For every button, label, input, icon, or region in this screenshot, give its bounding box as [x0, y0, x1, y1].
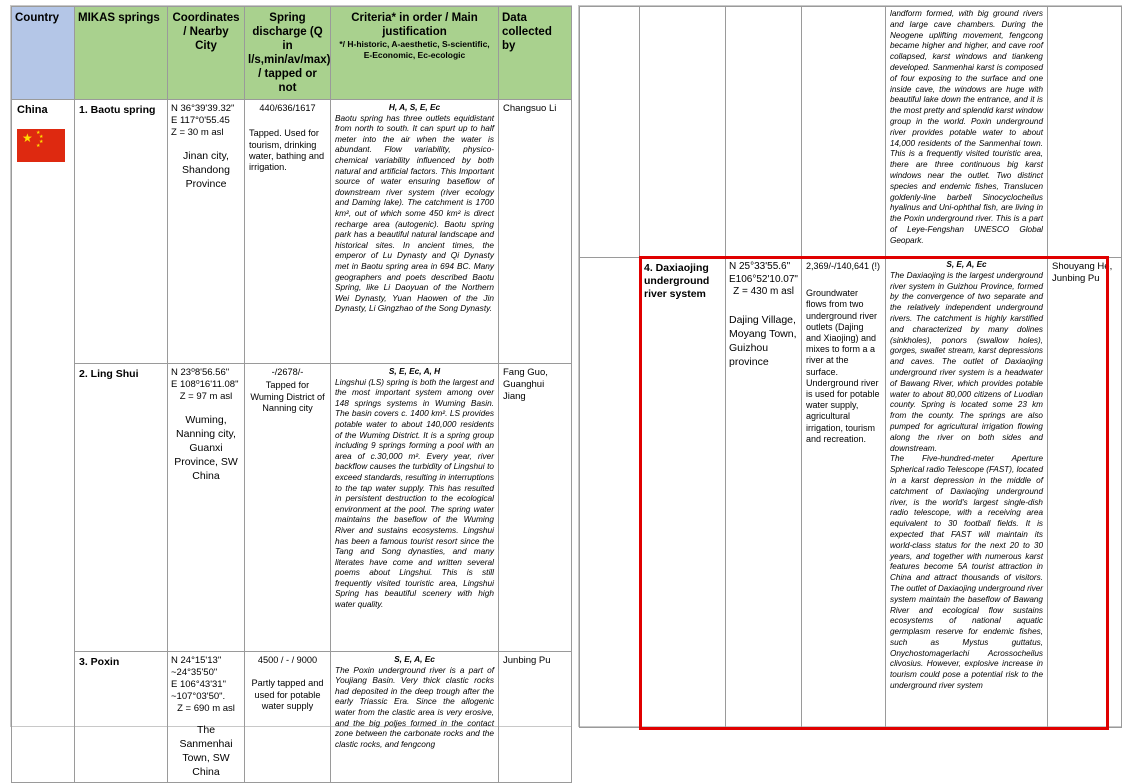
empty-cell [640, 7, 726, 258]
justification-text-2: The Five-hundred-meter Aperture Spherical radio Telescope (FAST), located in a karst depression in the middle of catchment of Daxiaojing underground river, is the world's largest single-dish radio telescope, with a receiving area equivalent to 30 football fields. It is expected that FAST will maintain its world-class status for the next 20 to 30 years, and together with numerous karst features become 5A tourist attraction in China and attract thousands of visitors. The outlet of Daxiaojing underground river system maintain the baseflow of Bawang River and ecological flow sustains ecosystems of national aquatic germplasm reserve for endemic fishes, such as Mystus guttatus, Onychostomagerlachi Acrossocheilus clivosius. However, explosive increase in tourism could pose a potential risk to the underground river system [890, 454, 1043, 691]
discharge-values: 4500 / - / 9000 [257, 655, 318, 665]
criteria-cell [331, 364, 499, 652]
criteria-cell [331, 100, 499, 364]
header-coordinates: Coordinates / Nearby City [168, 7, 245, 100]
criteria-code: H, A, S, E, Ec [388, 102, 441, 112]
collected-by: Changsuo Li [499, 100, 572, 364]
spring-name: 1. Baotu spring [75, 100, 168, 364]
header-springs: MIKAS springs [75, 7, 168, 100]
springs-table-right [579, 6, 1122, 728]
criteria-code: S, E, Ec, A, H [388, 366, 441, 376]
discharge-values: 2,369/-/140,641 (!) [806, 261, 881, 271]
china-flag-icon: ★ ★ ★ ★ ★ [17, 129, 65, 162]
coordinate-line: N 25°33'55.6" [729, 261, 791, 272]
justification-text: landform formed, with big ground rivers and large cave chambers. During the Neogene uplifting movement, fengcong became higher and higher, and cave roof collapsed, karst windows and tiankeng developed. Sanmenhai karst is composed of four exposing to the surface and one inside cave, the windows are huge with beautiful lake down the entrance, and it is the most pretty and splendid karst window group in the world. Poxin underground river provides potable water to about 14,000 residents of the Sanmenhai town. This is a frequently visited touristic area, there are three continuous big karst windows near the outlet. Two distinct species and endemic fishes, Translucen goldenly-line barbell Sinocyclocheilus hyalinus and Uni-ophthal fish, are living in the Poxin underground river. This is a part of Leye-Fengshan UNESCO Global Geopark. [890, 9, 1043, 245]
justification-text: Lingshui (LS) spring is both the largest and the most important system among over 148 springs systems in Wuming Basin. The basin covers c. 1400 km². LS provides potable water to about 140,000 residents of the Wuming District. It is a spring group including 9 springs forming a pool with an area of c.30,000 m². Every year, river backflow causes the turbidity of Lingshui to exceed standards, resulting in interruptions to the tap water supply. This has resulted in persistent destruction to the ecological environment at the pool. The spring water maintains the baseflow of the Wuming River and sustains ecosystems. Lingshui has been a famous tourist resort since the Tang and Song dynasties, and many literates have come and written several poems about Lingshui. This is still frequently visited touristic area, Lingshui Spring has beautiful scenery with high water quality. [335, 376, 494, 610]
criteria-code: S, E, A, Ec [946, 260, 987, 269]
right-page [578, 5, 1122, 727]
collected-by: Fang Guo, Guanghui Jiang [499, 364, 572, 652]
usage-text: Tapped for Wuming District of Nanning city [250, 380, 325, 413]
criteria-title: Criteria* in order / Main justification [351, 12, 478, 38]
discharge-cell [245, 100, 331, 364]
coordinate-line: E 108⁰16'11.08" [171, 379, 239, 390]
discharge-cell [245, 364, 331, 652]
criteria-note: */ H-historic, A-aesthetic, S-scientific, E-Economic, Ec-ecologic [339, 39, 490, 60]
springs-table-left [11, 6, 572, 783]
justification-text: The Daxiaojing is the largest underground river system in Guizhou Province, formed by the convergence of two separate and the relatively independent underground rivers. The catchment is highly karstified and characterized by many dolines (sinkholes), ponors (swallow holes), gorges, swallet stream, karst depressions and caves. The outlet of Daxiaojing underground river system is a headwater of Bawang River, which provides potable water to about 80,000 citizens of Luodian county. Spring is located some 23 km from the county. The springs are also pumped for agricultural irrigation flowing along the river on both sides and downstream. [890, 270, 1043, 453]
criteria-cell [886, 258, 1048, 728]
left-page [10, 5, 572, 778]
coordinate-line: N 23⁰8'56.56" [171, 367, 230, 378]
altitude: Z = 430 m asl [733, 286, 794, 297]
justification-text: Baotu spring has three outlets equidistant from north to south. It can spurt up to half meter into the air when the water is abundant. Flow variability, physico-chemical variability influenced by both natural and artificial factors. This Important source of water ensuring baseflow of downstream river system (river ecology and Daming lake). The catchment is 1700 km², out of which some 450 km² is direct recharge area (autogenic). Baotu spring park has a beautiful natural landscape and historical sites. In ancient times, the emperor of Lu Dynasty and Qi Dynasty met in Baotu spring area in 694 BC. Many geographers and poets described Baotu Spring, like Li Daoyuan of the Northern Wei Dynasty, Yuan Haowen of the Jin Dynasty, Li Gingzhao of the Song Dynasty. [335, 112, 494, 314]
empty-cell [580, 258, 640, 728]
nearby-city: Wuming, Nanning city, Guanxi Province, SW China [174, 414, 238, 482]
table-row [12, 100, 572, 364]
nearby-city: Jinan city, Shandong Province [182, 150, 230, 190]
header-discharge: Spring discharge (Q in l/s,min/av/max) / tapped or not [245, 7, 331, 100]
spring-name: 4. Daxiaojing underground river system [640, 258, 726, 728]
header-collected: Data collected by [499, 7, 572, 100]
header-row [12, 7, 572, 100]
coordinate-line: ~24°35'50" [171, 667, 218, 678]
table-row-continued [580, 7, 1122, 258]
discharge-values: 440/636/1617 [259, 103, 316, 113]
country-cell [12, 100, 75, 783]
nearby-city: The Sanmenhai Town, SW China [179, 724, 233, 778]
coordinate-line: E 117°0'55.45 [171, 115, 230, 126]
header-country: Country [12, 7, 75, 100]
usage-text: Partly tapped and used for potable water supply [251, 678, 324, 711]
empty-cell [1048, 7, 1122, 258]
discharge-cell [802, 258, 886, 728]
table-row [12, 652, 572, 783]
collected-by: Shouyang He, Junbing Pu [1048, 258, 1122, 728]
criteria-cell-continued [886, 7, 1048, 258]
empty-cell [580, 7, 640, 258]
criteria-code: S, E, A, Ec [394, 654, 435, 664]
collected-by: Junbing Pu [499, 652, 572, 783]
discharge-cell [245, 652, 331, 783]
spring-name: 2. Ling Shui [75, 364, 168, 652]
table-row [12, 364, 572, 652]
discharge-values: -/2678/- [271, 367, 304, 377]
justification-text: The Poxin underground river is a part of Youjiang Basin. Very thick clastic rocks had deposited in the deep trough after the early Triassic Era. Since the allogenic water from the clastic area is very erosive, and the big poljes formed in the contact zone between the carbonate rocks and the clastic rocks, and fengcong [335, 664, 494, 749]
coordinate-line: N 36°39'39.32" [171, 103, 235, 114]
coordinates-cell [168, 364, 245, 652]
coordinate-line: ~107°03'50". [171, 691, 226, 702]
altitude: Z = 30 m asl [171, 127, 224, 138]
header-criteria [331, 7, 499, 100]
coordinate-line: N 24°15'13" [171, 655, 222, 666]
coordinate-line: E 106°43'31" [171, 679, 226, 690]
empty-cell [726, 7, 802, 258]
nearby-city: Dajing Village, Moyang Town, Guizhou province [729, 313, 797, 368]
criteria-cell [331, 652, 499, 783]
coordinate-line: E106°52'10.07" [729, 273, 798, 285]
usage-text: Tapped. Used for tourism, drinking water, bathing and irrigation. [249, 128, 325, 173]
country-name: China [17, 104, 48, 116]
coordinates-cell [726, 258, 802, 728]
spring-name: 3. Poxin [75, 652, 168, 783]
altitude: Z = 97 m asl [179, 391, 233, 402]
coordinates-cell [168, 652, 245, 783]
usage-text: Groundwater flows from two underground river outlets (Dajing and Xiaojing) and mixes to form a a river at the surface. Underground river is used for potable water supply, agricultural irrigation, tourism and recreation. [806, 288, 880, 444]
empty-cell [802, 7, 886, 258]
altitude: Z = 690 m asl [177, 703, 235, 714]
coordinates-cell [168, 100, 245, 364]
table-row [580, 258, 1122, 728]
